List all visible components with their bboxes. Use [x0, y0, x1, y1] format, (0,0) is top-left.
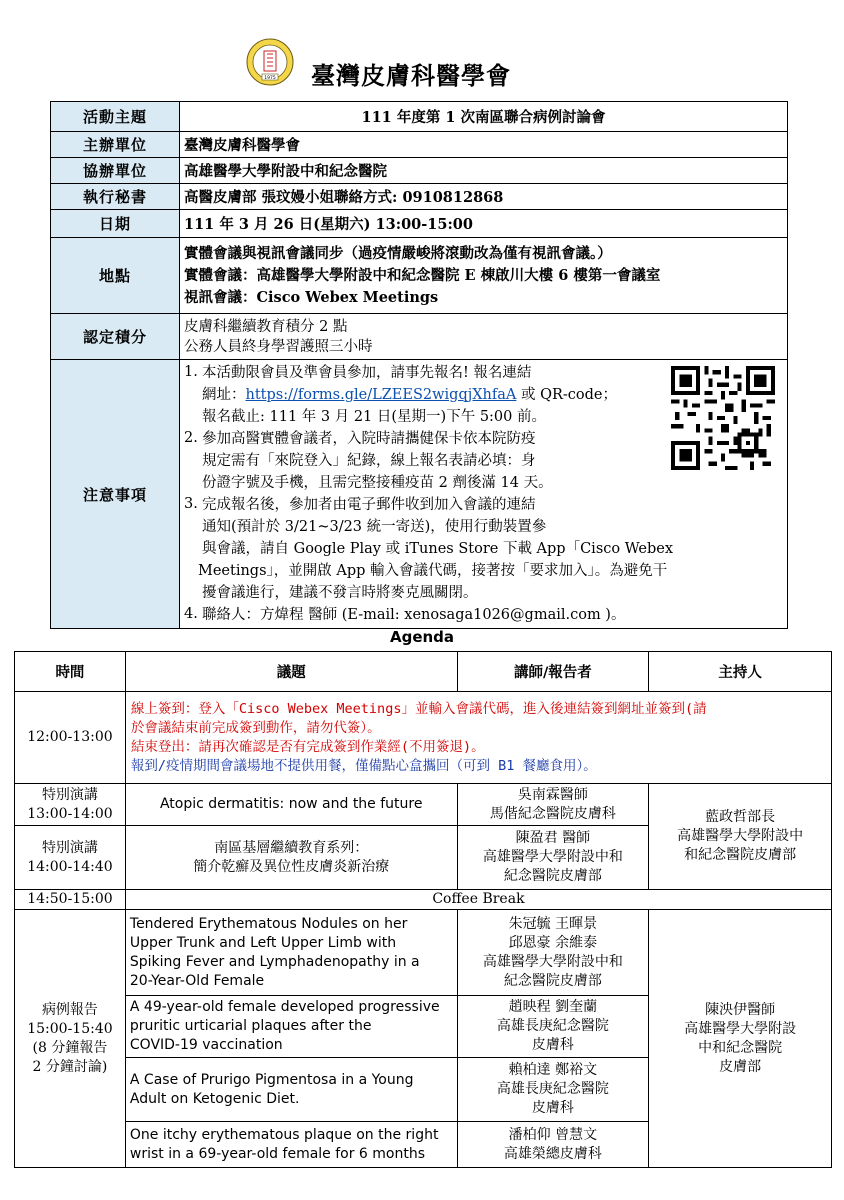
venue-label: 地點: [51, 238, 180, 314]
table-row: [15, 692, 832, 784]
topic-label: 活動主題: [51, 102, 180, 132]
credit-value: [180, 314, 788, 360]
note-item: 4. 聯絡人：方煒程 醫師 (E-mail: xenosaga1026@gmail.com )。: [184, 606, 626, 623]
notes-value: [180, 360, 788, 629]
secretary-value: 高醫皮膚部 張玟嫚小姐聯絡方式: 0910812868: [180, 184, 788, 210]
topic-cell: Atopic dermatitis: now and the future: [125, 784, 457, 826]
case-time-cell: 病例報告 15:00-15:40 (8 分鐘報告 2 分鐘討論): [15, 910, 126, 1168]
note-item: 3. 完成報名後，參加者由電子郵件收到加入會議的連結 通知(預計於 3/21~3/23 統一寄送)，使用行動裝置參 與會議，請自 Google Play 或 iTunes Store 下載 App「Cisco Webex Meetings」，並開啟 App 輸入會議代碼，接著按「要求加入」。為避免干 擾會議進行，建議不發言時將麥克風關閉。: [184, 496, 674, 601]
organizer-value: 臺灣皮膚科醫學會: [180, 132, 788, 158]
time-cell: 特別演講 14:00-14:40: [15, 826, 126, 890]
table-row: [15, 910, 832, 996]
topic-value: 111 年度第 1 次南區聯合病例討論會: [180, 102, 788, 132]
coffee-break-cell: Coffee Break: [125, 890, 831, 910]
venue-value: [180, 238, 788, 314]
venue-line: 實體會議：高雄醫學大學附設中和紀念醫院 E 棟啟川大樓 6 樓第一會議室: [184, 266, 661, 284]
moderator-cell: 藍政哲部長 高雄醫學大學附設中 和紀念醫院皮膚部: [649, 784, 832, 890]
agenda-header-speaker: 講師/報告者: [457, 652, 649, 692]
speaker-cell: 陳盈君 醫師 高雄醫學大學附設中和 紀念醫院皮膚部: [457, 826, 649, 890]
case-topic-cell: A Case of Prurigo Pigmentosa in a Young Adult on Ketogenic Diet.: [125, 1058, 457, 1122]
moderator-cell: 陳泱伊醫師 高雄醫學大學附設 中和紀念醫院 皮膚部: [649, 910, 832, 1168]
date-value: 111 年 3 月 26 日(星期六) 13:00-15:00: [180, 210, 788, 238]
agenda-header-moderator: 主持人: [649, 652, 832, 692]
credit-line: 皮膚科繼續教育積分 2 點: [184, 318, 348, 335]
co-organizer-label: 協辦單位: [51, 158, 180, 184]
case-speaker-cell: 趙映程 劉奎蘭 高雄長庚紀念醫院 皮膚科: [457, 996, 649, 1058]
speaker-cell: 吳南霖醫師 馬偕紀念醫院皮膚科: [457, 784, 649, 826]
venue-line: 實體會議與視訊會議同步（過疫情嚴峻將滾動改為僅有視訊會議。）: [184, 244, 612, 262]
case-topic-cell: One itchy erythematous plaque on the right wrist in a 69-year-old female for 6 months: [125, 1122, 457, 1168]
association-logo-icon: [246, 38, 294, 86]
date-label: 日期: [51, 210, 180, 238]
venue-line: 視訊會議：Cisco Webex Meetings: [184, 288, 439, 306]
case-topic-cell: A 49-year-old female developed progressive pruritic urticarial plaques after the COVID-19 vaccination: [125, 996, 457, 1058]
event-info-table: [50, 101, 788, 629]
time-cell: 特別演講 13:00-14:00: [15, 784, 126, 826]
qr-code-icon[interactable]: [671, 366, 775, 470]
organizer-label: 主辦單位: [51, 132, 180, 158]
credit-label: 認定積分: [51, 314, 180, 360]
logo-year: 1975: [264, 76, 276, 81]
org-title: 臺灣皮膚科醫學會: [311, 61, 511, 90]
notes-label: 注意事項: [51, 360, 180, 629]
agenda-header-time: 時間: [15, 652, 126, 692]
secretary-label: 執行秘書: [51, 184, 180, 210]
agenda-title: Agenda: [389, 628, 455, 646]
time-cell: 14:50-15:00: [15, 890, 126, 910]
topic-cell: 南區基層繼續教育系列： 簡介乾癬及異位性皮膚炎新治療: [125, 826, 457, 890]
signin-instructions: 線上簽到：登入「Cisco Webex Meetings」並輸入會議代碼，進入後連結簽到網址並簽到(請 於會議結束前完成簽到動作，請勿代簽）。 結束登出：請再次確認是否有完成簽到作業經(不用簽退)。 報到/疫情期間會議場地不提供用餐，僅備點心盒攜回（可到 B1 餐廳食用）。: [125, 692, 831, 784]
time-cell: 12:00-13:00: [15, 692, 126, 784]
case-topic-cell: Tendered Erythematous Nodules on her Upper Trunk and Left Upper Limb with Spiking Fever and Lymphadenopathy in a 20-Year-Old Female: [125, 910, 457, 996]
table-row: [15, 784, 832, 826]
note-item: 1. 本活動限會員及準會員參加，請事先報名! 報名連結 網址：https://forms.gle/LZEES2wigqjXhfaA 或 QR-code； 報名截止: 111 年 3 月 21 日(星期一)下午 5:00 前。: [184, 364, 618, 425]
note-item: 2. 參加高醫實體會議者，入院時請攜健保卡依本院防疫 規定需有「來院登入」紀錄，線上報名表請必填：身 份證字號及手機，且需完整接種疫苗 2 劑後滿 14 天。: [184, 430, 553, 491]
credit-line: 公務人員終身學習護照三小時: [184, 338, 373, 355]
agenda-table: [14, 651, 832, 1168]
document-header: [0, 38, 844, 94]
agenda-header-topic: 議題: [125, 652, 457, 692]
table-row: [15, 890, 832, 910]
case-speaker-cell: 潘柏仰 曾慧文 高雄榮總皮膚科: [457, 1122, 649, 1168]
case-speaker-cell: 朱冠毓 王暉景 邱恩豪 余維泰 高雄醫學大學附設中和 紀念醫院皮膚部: [457, 910, 649, 996]
case-speaker-cell: 賴柏達 鄭裕文 高雄長庚紀念醫院 皮膚科: [457, 1058, 649, 1122]
registration-link[interactable]: https://forms.gle/LZEES2wigqjXhfaA: [245, 387, 517, 403]
co-organizer-value: 高雄醫學大學附設中和紀念醫院: [180, 158, 788, 184]
